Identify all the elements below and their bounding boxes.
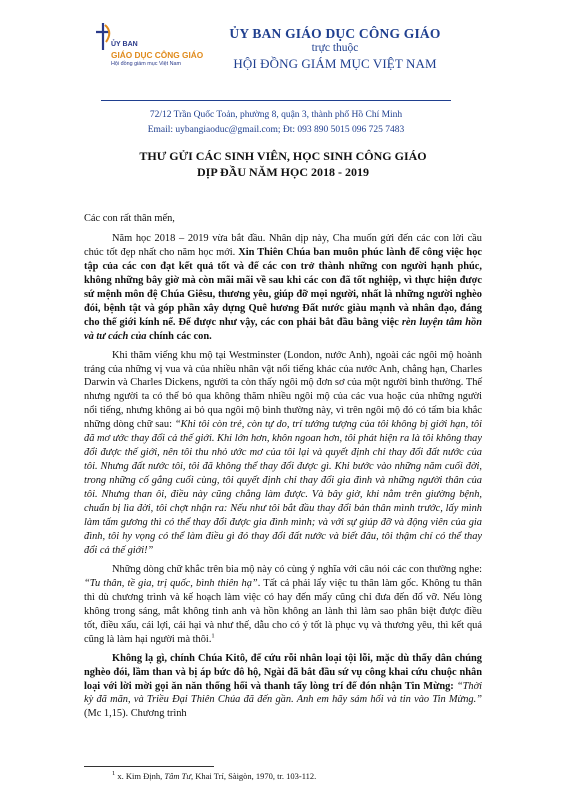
- paragraph-4: [84, 652, 482, 722]
- p1-bold-end: chính các con.: [146, 330, 212, 342]
- footnote-ref[interactable]: 1: [211, 632, 215, 640]
- paragraph-1: [84, 232, 482, 344]
- p3-quote: “Tu thân, tề gia, trị quốc, bình thiên hạ”: [84, 577, 258, 589]
- footnote-text: x. Kim Định,: [115, 771, 165, 781]
- footnote-source: , Khai Trí, Sàigòn, 1970, tr. 103-112.: [190, 771, 317, 781]
- header-divider: [101, 100, 451, 101]
- header-council: HỘI ĐỒNG GIÁM MỤC VIỆT NAM: [233, 56, 437, 71]
- footnote-divider: [84, 766, 214, 767]
- logo-line-1: ỦY BAN: [111, 41, 138, 48]
- p1-text: Năm học 2018 – 2019 vừa bắt đầu. Nhân dịp này, Cha muốn gửi đến các con lời cầu chúc tốt đẹp nhất cho năm học mới.: [84, 232, 482, 258]
- greeting: Các con rất thân mến,: [84, 213, 175, 224]
- footnote: [112, 771, 316, 781]
- logo-line-3: Hội đồng giám mục Việt Nam: [111, 61, 182, 67]
- p2-quote: “Khi tôi còn trẻ, còn tự do, trí tưởng tượng của tôi không bị giới hạn, tôi đã mơ ước thay đổi cả thế giới. Khi lớn hơn, khôn ngoan hơn, tôi phát hiện ra là tôi không thay đổi được thế giới, nên tôi thu nhỏ ước mơ của tôi lại và quyết định chỉ thay đổi đất nước của tôi. Nhưng đất nước tôi, tôi đã không thể thay đổi được gì. Khi bước vào những năm cuối đời, trong những cố gắng cuối cùng, tôi quyết định chỉ thay đổi gia đình và những người thân của tôi. Nhưng than ôi, điều này cũng chẳng làm được. Và bây giờ, khi nằm trên giường bệnh, chuẩn bị lìa đời, tôi chợt nhận ra: Nếu như tôi bắt đầu thay đổi bản thân mình trước, lấy mình làm tấm gương thì có thể thay đổi được gia đình mình; và với sự giúp đỡ và động viên của gia đình, tôi hy vọng có thể làm điều gì đó thay đổi đất nước và biết đâu, tôi thậm chí có thể thay đổi cả thế giới!”: [84, 419, 482, 556]
- letter-body: [84, 212, 482, 721]
- p3-text-end: . Tất cả phải lấy việc tu thân làm gốc. Không tu thân thì dù chương trình và kế hoạch làm việc có hay đến mấy cũng chỉ đưa đến đổ vỡ. Nếu lòng không trong sáng, mắt không tinh anh và hồn không an lành thì làm sao phân biệt được điều tốt, điều xấu, cái lợi, cái hại và như thế, dẫu cho có ý tốt là phục vụ và thương yêu, thì kết quả cũng là làm hại người mà thôi.: [84, 577, 483, 645]
- header-org: ỦY BAN GIÁO DỤC CÔNG GIÁO: [229, 26, 441, 41]
- footnote-mark: 1: [112, 770, 116, 778]
- logo-line-2: GIÁO DỤC CÔNG GIÁO: [111, 50, 204, 60]
- header-address: 72/12 Trần Quốc Toản, phường 8, quận 3, thành phố Hồ Chí Minh: [149, 110, 403, 120]
- letter-subtitle: DỊP ĐẦU NĂM HỌC 2018 - 2019: [197, 165, 369, 179]
- p3-text: Những dòng chữ khắc trên bia mộ này có cùng ý nghĩa với câu nói các con thường nghe:: [112, 563, 482, 575]
- p4-quote: “Thời kỳ đã mãn, và Triều Đại Thiên Chúa đã đến gần. Anh em hãy sám hối và tin vào Tin Mừng.”: [84, 680, 482, 706]
- p4-bold: Không lạ gì, chính Chúa Kitô, để cứu rỗi nhân loại tội lỗi, mặc dù thấy dân chúng nghèo đói, lầm than và bị áp bức đô hộ, Ngài đã bắt đầu sứ vụ công khai cứu chuộc nhân loại với lời mời gọi ăn năn thống hối và thanh tẩy lòng trí để đón nhận Tin Mừng:: [84, 652, 482, 692]
- p1-bold-italic: rèn luyện tâm hồn và tư cách của: [84, 316, 482, 342]
- footnote-title: Tâm Tư: [164, 771, 191, 781]
- letter-title: THƯ GỬI CÁC SINH VIÊN, HỌC SINH CÔNG GIÁO: [139, 149, 427, 163]
- p2-text: Khi thăm viếng khu mộ tại Westminster (London, nước Anh), ngoài các ngôi mộ hoành tráng của những vị vua và của nhiều nhân vật nổi tiếng khác của nước Anh, chẳng hạn, Charles Darwin và Charles Dickens, người ta còn thấy ngôi mộ đơn sơ của một người bình thường. Thế nhưng người ta có thể bỏ qua không thăm nhiều ngôi mộ của các vua hoặc của những người nổi tiếng, nhưng không ai bỏ qua ngôi mộ bình thường này, vì trên ngôi mộ đó có tấm bia khắc những dòng chữ sau:: [84, 349, 482, 431]
- header-contact: Email: uybangiaoduc@gmail.com; Đt: 093 890 5015 096 725 7483: [147, 125, 405, 135]
- paragraph-3: [84, 563, 482, 647]
- p1-bold: Xin Thiên Chúa ban muôn phúc lành để công việc học tập của các con đạt kết quả tốt và để các con trở thành những con người hạnh phúc, không những bây giờ mà còn mãi mãi về sau khi các con đã tốt nghiệp, vì thực hiện được sứ mệnh môn đệ Chúa Giêsu, thương yêu, giúp đỡ mọi người, nhất là những người nghèo đói, bệnh tật và góp phần xây dựng Quê hương Đất nước giàu mạnh và nhân đạo, đáng cho thế giới kính nể. Để được như vậy, các con phải bắt đầu bằng việc: [84, 246, 483, 328]
- header-sub: trực thuộc: [311, 42, 359, 54]
- p4-text-end: (Mc 1,15). Chương trình: [84, 708, 187, 720]
- paragraph-2: [84, 349, 482, 558]
